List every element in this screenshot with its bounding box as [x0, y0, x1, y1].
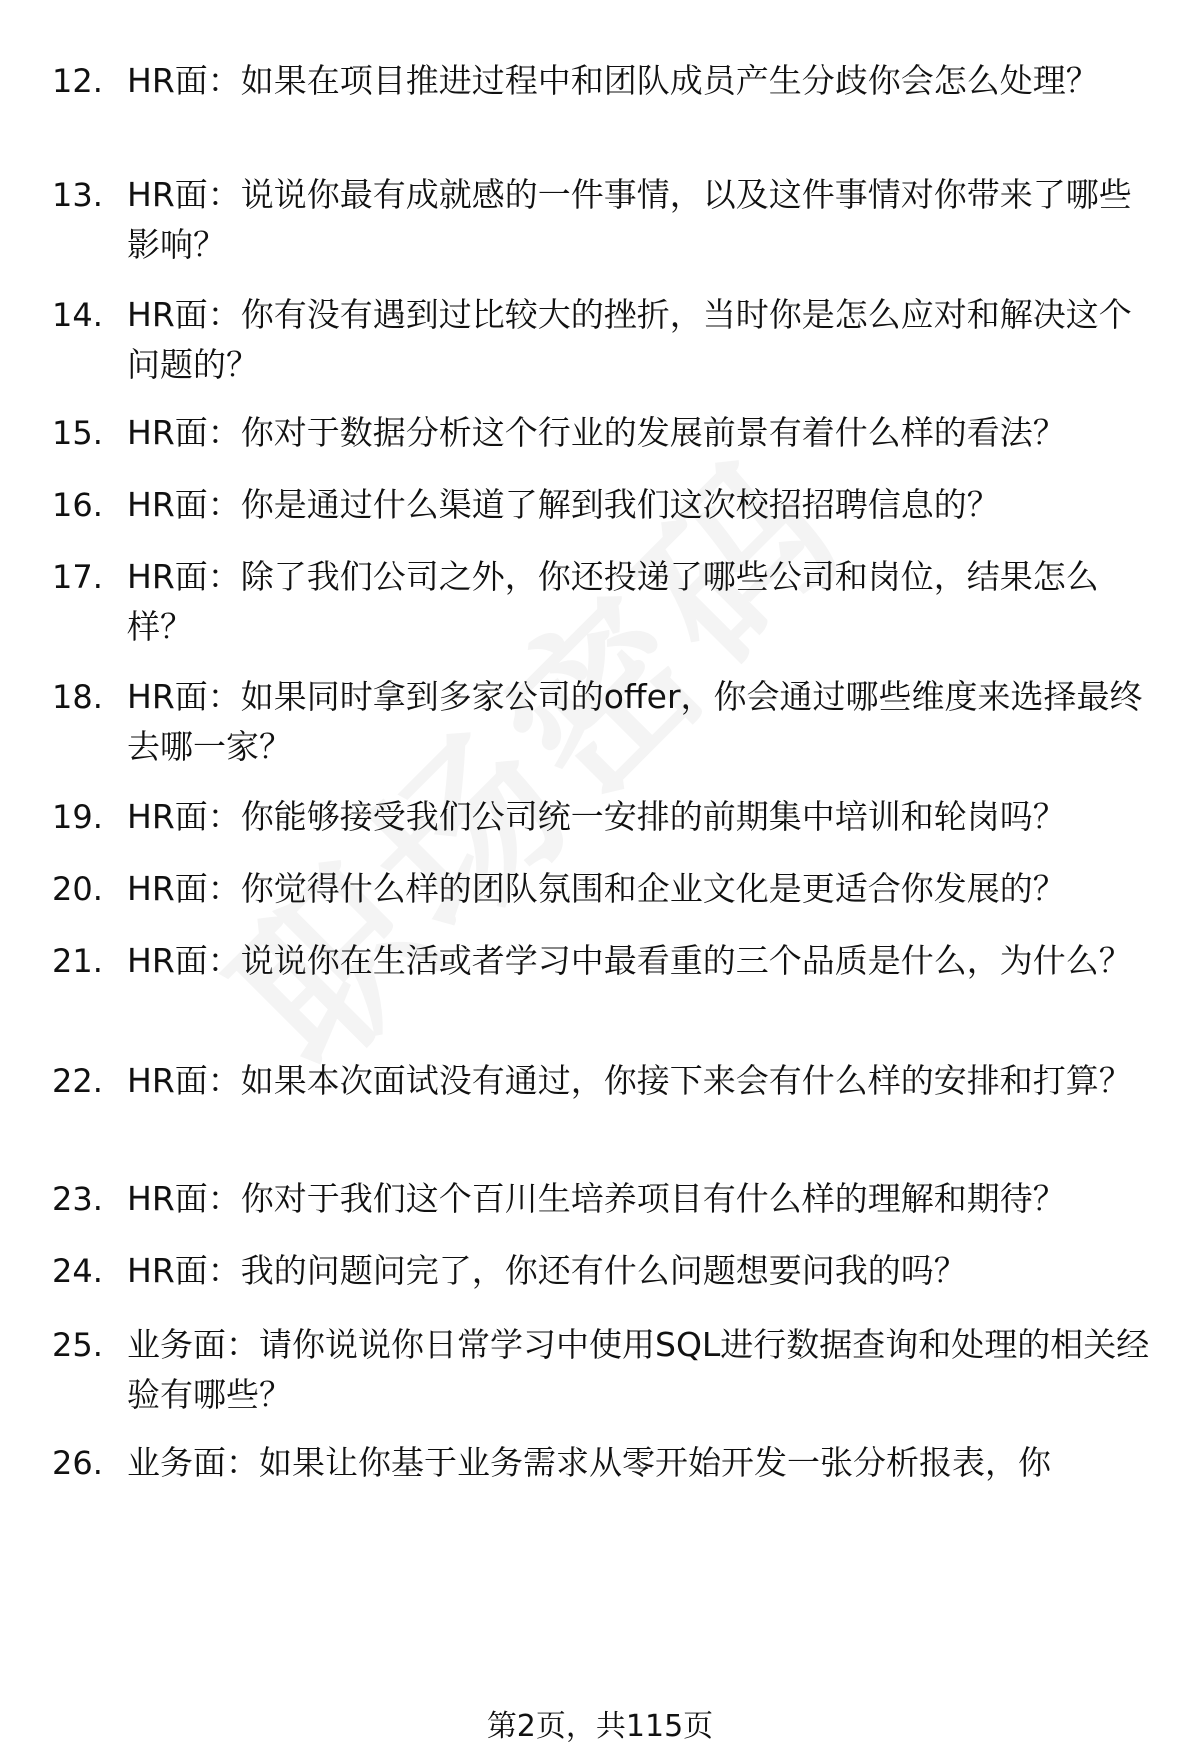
question-text: HR面：你对于我们这个百川生培养项目有什么样的理解和期待？ [127, 1179, 1066, 1218]
question-number: 24. [52, 1252, 103, 1290]
question-number: 23. [52, 1180, 103, 1218]
question-text: HR面：我的问题问完了，你还有什么问题想要问我的吗？ [127, 1251, 967, 1290]
question-number: 18. [52, 678, 103, 716]
question-text: HR面：说说你最有成就感的一件事情，以及这件事情对你带来了哪些影响？ [127, 175, 1132, 264]
question-number: 21. [52, 942, 103, 980]
question-number: 22. [52, 1062, 103, 1100]
question-text: 业务面：如果让你基于业务需求从零开始开发一张分析报表，你 [127, 1443, 1051, 1482]
question-text: HR面：如果同时拿到多家公司的offer，你会通过哪些维度来选择最终去哪一家？ [127, 677, 1143, 766]
question-number: 25. [52, 1326, 103, 1364]
question-text: HR面：你对于数据分析这个行业的发展前景有着什么样的看法？ [127, 413, 1066, 452]
question-number: 12. [52, 62, 103, 100]
question-number: 19. [52, 798, 103, 836]
question-number: 16. [52, 486, 103, 524]
question-text: HR面：说说你在生活或者学习中最看重的三个品质是什么，为什么？ [127, 941, 1132, 980]
question-text: 业务面：请你说说你日常学习中使用SQL进行数据查询和处理的相关经验有哪些？ [127, 1325, 1150, 1414]
question-number: 17. [52, 558, 103, 596]
question-text: HR面：你能够接受我们公司统一安排的前期集中培训和轮岗吗？ [127, 797, 1066, 836]
question-text: HR面：如果在项目推进过程中和团队成员产生分歧你会怎么处理？ [127, 61, 1099, 100]
question-text: HR面：你觉得什么样的团队氛围和企业文化是更适合你发展的？ [127, 869, 1066, 908]
question-text: HR面：如果本次面试没有通过，你接下来会有什么样的安排和打算？ [127, 1061, 1132, 1100]
question-number: 15. [52, 414, 103, 452]
question-number: 14. [52, 296, 103, 334]
question-text: HR面：你是通过什么渠道了解到我们这次校招招聘信息的？ [127, 485, 1000, 524]
question-number: 13. [52, 176, 103, 214]
question-number: 26. [52, 1444, 103, 1482]
question-text: HR面：除了我们公司之外，你还投递了哪些公司和岗位，结果怎么样？ [127, 557, 1099, 646]
question-number: 20. [52, 870, 103, 908]
page-footer: 第2页，共115页 [486, 1709, 714, 1744]
question-text: HR面：你有没有遇到过比较大的挫折，当时你是怎么应对和解决这个问题的？ [127, 295, 1132, 384]
